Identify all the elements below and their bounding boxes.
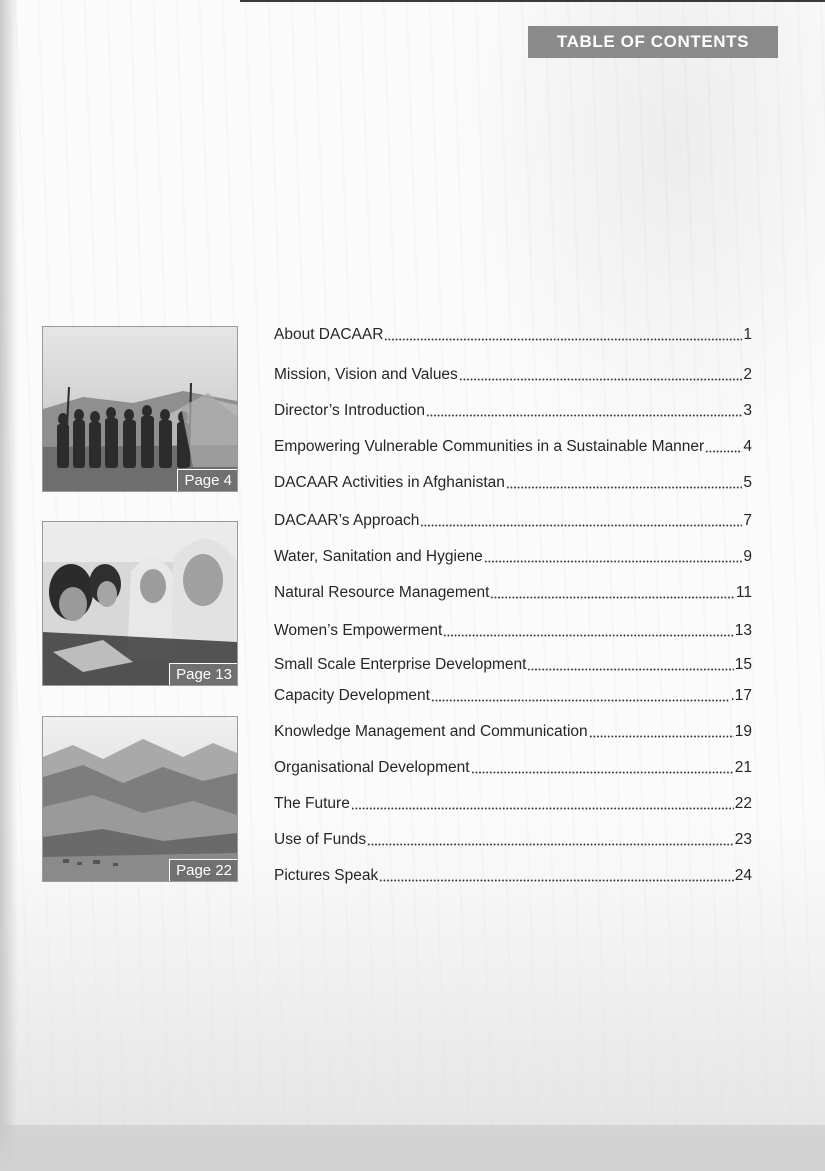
toc-page-number: 7	[743, 512, 752, 529]
dot-leader	[705, 439, 742, 453]
toc-entry-about-dacaar[interactable]	[274, 322, 752, 344]
dot-leader	[420, 513, 742, 527]
toc-entry-womens-empowerment[interactable]	[274, 618, 752, 640]
toc-page-number: 2	[743, 366, 752, 383]
toc-page-number: .17	[730, 687, 752, 704]
landscape-photo-image	[43, 717, 237, 881]
dot-leader	[367, 832, 734, 846]
toc-page-number: 23	[734, 831, 752, 848]
toc-entry-approach[interactable]	[274, 508, 752, 530]
page-tag-1: Page 4	[177, 469, 237, 491]
toc-page-number: 19	[734, 723, 752, 740]
dot-leader	[384, 327, 742, 341]
toc-entry-directors-introduction[interactable]	[274, 398, 752, 420]
toc-title: Women’s Empowerment	[274, 622, 443, 639]
toc-title: Water, Sanitation and Hygiene	[274, 548, 483, 565]
toc-heading: TABLE OF CONTENTS	[556, 32, 750, 51]
toc-entry-capacity-development[interactable]	[274, 683, 752, 705]
toc-page-number: 3	[743, 402, 752, 419]
toc-page-number: 22	[734, 795, 752, 812]
dot-leader	[484, 549, 743, 563]
dot-leader	[471, 760, 734, 774]
dot-leader	[379, 868, 734, 882]
women-photo-image	[43, 522, 237, 685]
dot-leader	[490, 585, 735, 599]
toc-title: About DACAAR	[274, 326, 384, 343]
toc-entry-water-sanitation[interactable]	[274, 544, 752, 566]
toc-title: Natural Resource Management	[274, 584, 490, 601]
toc-page-number: 24	[734, 867, 752, 884]
dot-leader	[527, 657, 733, 671]
toc-title: DACAAR’s Approach	[274, 512, 420, 529]
dot-leader	[506, 475, 742, 489]
toc-title: Knowledge Management and Communication	[274, 723, 588, 740]
bottom-band	[0, 1125, 825, 1171]
page-tag-2: Page 13	[169, 663, 237, 685]
toc-entry-pictures-speak[interactable]	[274, 863, 752, 885]
dot-leader	[426, 403, 742, 417]
toc-title: Capacity Development	[274, 687, 430, 704]
toc-title: Pictures Speak	[274, 867, 379, 884]
toc-title: DACAAR Activities in Afghanistan	[274, 474, 505, 491]
dot-leader	[589, 724, 734, 738]
dot-leader	[431, 688, 729, 702]
toc-entry-use-of-funds[interactable]	[274, 827, 752, 849]
toc-entry-the-future[interactable]	[274, 791, 752, 813]
toc-page-number: 13	[734, 622, 752, 639]
photo-women-group	[42, 521, 238, 686]
toc-title: Mission, Vision and Values	[274, 366, 458, 383]
dot-leader	[443, 623, 733, 637]
toc-title: The Future	[274, 795, 350, 812]
photo-mountain-landscape	[42, 716, 238, 882]
group-photo-image	[43, 327, 237, 491]
toc-title: Director’s Introduction	[274, 402, 426, 419]
toc-banner	[528, 26, 778, 58]
toc-title: Small Scale Enterprise Development	[274, 656, 527, 673]
dot-leader	[459, 367, 743, 381]
top-rule	[240, 0, 825, 2]
toc-title: Empowering Vulnerable Communities in a Sustainable Manner	[274, 438, 705, 455]
toc-title: Organisational Development	[274, 759, 470, 776]
toc-page-number: 21	[734, 759, 752, 776]
toc-entry-organisational-development[interactable]	[274, 755, 752, 777]
toc-page-number: 4	[743, 438, 752, 455]
toc-entry-small-scale-enterprise[interactable]	[274, 652, 752, 674]
toc-page-number: 9	[743, 548, 752, 565]
toc-title: Use of Funds	[274, 831, 367, 848]
toc-entry-empowering[interactable]	[274, 434, 752, 456]
toc-entry-mission[interactable]	[274, 362, 752, 384]
dot-leader	[351, 796, 734, 810]
toc-entry-knowledge-management[interactable]	[274, 719, 752, 741]
toc-page-number: 15	[734, 656, 752, 673]
photo-group-near-tent	[42, 326, 238, 492]
page-tag-3: Page 22	[169, 859, 237, 881]
toc-page-number: 11	[735, 584, 752, 601]
toc-entry-activities[interactable]	[274, 470, 752, 492]
toc-entry-natural-resource[interactable]	[274, 580, 752, 602]
page-left-shadow	[0, 0, 18, 1171]
toc-page-number: 1	[743, 326, 752, 343]
toc-page-number: 5	[743, 474, 752, 491]
